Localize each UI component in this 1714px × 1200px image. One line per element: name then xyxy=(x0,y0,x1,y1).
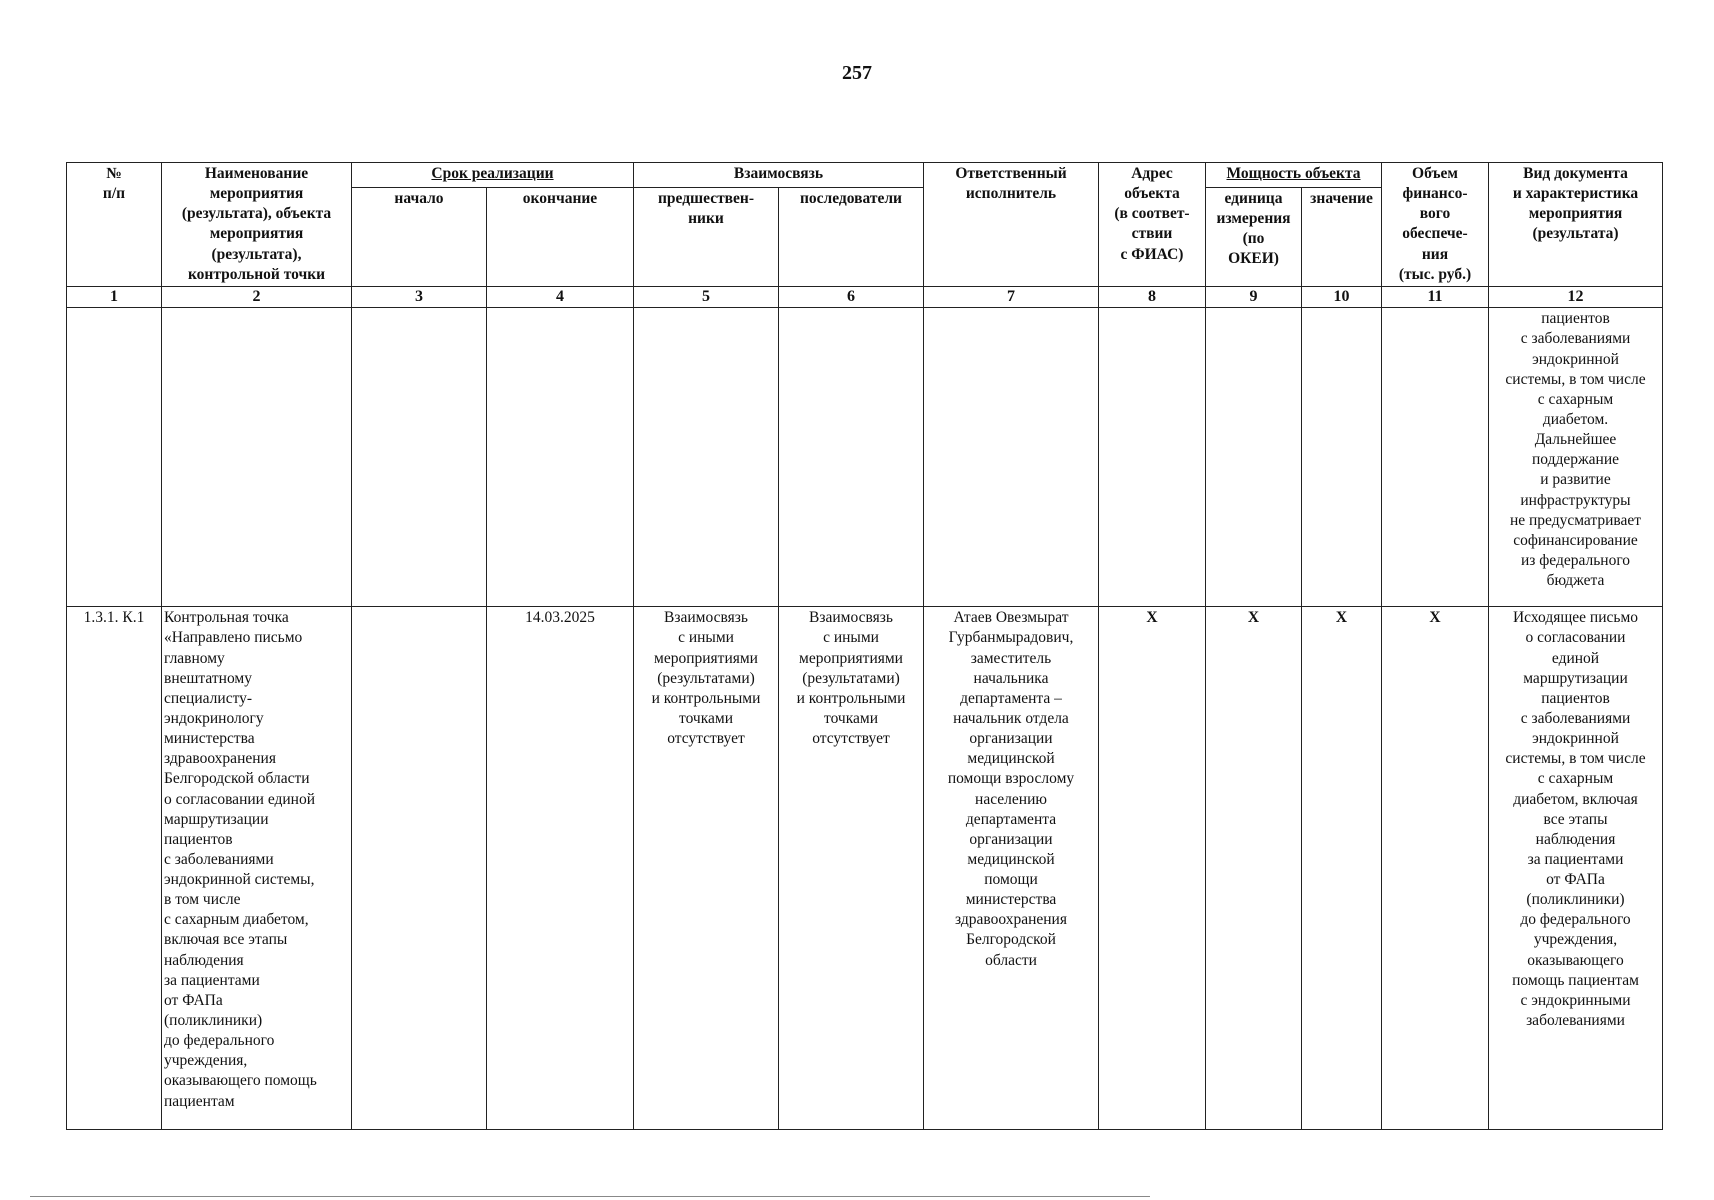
text-line: внештатному xyxy=(164,669,252,687)
text-line: (результатами) xyxy=(657,669,755,687)
text-line: обеспече- xyxy=(1402,225,1468,243)
cell-number: 1.3.1. К.1 xyxy=(67,607,162,1130)
text-line: департамента xyxy=(965,810,1057,828)
cell-start xyxy=(352,607,487,1130)
text-line: Дальнейшее xyxy=(1534,431,1617,449)
cell-empty xyxy=(779,308,924,607)
text-line: Ответственный xyxy=(955,165,1067,182)
text-line: пациентов xyxy=(1541,310,1610,328)
text-line: Наименование xyxy=(204,165,309,182)
text-line: в том числе xyxy=(164,891,241,909)
cell-responsible xyxy=(924,607,1099,1130)
header-col-number xyxy=(67,163,162,287)
text-line: эндокринной xyxy=(1532,730,1619,748)
text-line: организации xyxy=(969,730,1053,748)
text-line: измерения xyxy=(1216,209,1291,227)
text-line: (в соответ- xyxy=(1114,205,1190,223)
text-line: «Направлено письмо xyxy=(164,629,303,647)
text-line: (результатами) xyxy=(802,669,900,687)
bottom-rule xyxy=(30,1196,1150,1197)
text-line: населению xyxy=(975,790,1047,808)
text-line: поддержание xyxy=(1531,451,1620,469)
cell-empty xyxy=(487,308,634,607)
plan-table xyxy=(66,162,1663,1130)
text-line: с ФИАС) xyxy=(1120,245,1184,263)
text-line: вого xyxy=(1419,205,1451,223)
text-line: министерства xyxy=(965,891,1057,909)
text-line: медицинской xyxy=(967,750,1055,768)
text-line: диабетом, включая xyxy=(1513,790,1638,808)
text-line: и характеристика xyxy=(1512,185,1639,203)
cell-address: X xyxy=(1099,607,1206,1130)
text-line: за пациентами xyxy=(1527,850,1624,868)
header-col-successors: последователи xyxy=(779,187,924,286)
column-number: 12 xyxy=(1489,286,1663,307)
text-line: заместитель xyxy=(970,649,1052,667)
text-line: от ФАПа xyxy=(164,991,223,1009)
text-line: главному xyxy=(164,649,225,667)
text-line: № xyxy=(106,165,122,182)
text-line: Исходящее письмо xyxy=(1512,609,1638,627)
text-line: здравоохранения xyxy=(955,911,1067,929)
header-col-predecessors xyxy=(634,187,779,286)
column-number: 4 xyxy=(487,286,634,307)
text-line: оказывающего помощь xyxy=(164,1072,317,1090)
column-number: 10 xyxy=(1302,286,1382,307)
text-line: департамента – xyxy=(960,689,1062,707)
text-line: области xyxy=(985,951,1037,969)
cell-name xyxy=(162,607,352,1130)
cell-finance: X xyxy=(1382,607,1489,1130)
cell-empty xyxy=(634,308,779,607)
cell-document-continuation xyxy=(1489,308,1663,607)
text-line: здравоохранения xyxy=(164,750,276,768)
header-col-unit xyxy=(1206,187,1302,286)
text-line: медицинской xyxy=(967,850,1055,868)
text-line: ствии xyxy=(1131,225,1173,243)
text-line: с эндокринными xyxy=(1520,991,1631,1009)
text-line: маршрутизации xyxy=(164,810,269,828)
text-line: учреждения, xyxy=(164,1052,248,1070)
text-line: помощь пациентам xyxy=(1512,971,1639,989)
header-col-responsible xyxy=(924,163,1099,287)
text-line: мероприятия xyxy=(209,185,304,203)
text-line: о согласовании единой xyxy=(164,790,316,808)
cell-empty xyxy=(1302,308,1382,607)
text-line: точками xyxy=(824,709,878,727)
text-line: с заболеваниями xyxy=(1520,709,1631,727)
cell-empty xyxy=(1382,308,1489,607)
text-line: диабетом. xyxy=(1542,410,1609,428)
cell-empty xyxy=(924,308,1099,607)
text-line: исполнитель xyxy=(965,185,1057,203)
column-number: 11 xyxy=(1382,286,1489,307)
text-line: мероприятиями xyxy=(654,649,758,667)
text-line: точками xyxy=(679,709,733,727)
text-line: (тыс. руб.) xyxy=(1398,265,1472,283)
text-line: (результата) xyxy=(1532,225,1619,243)
text-line: специалисту- xyxy=(164,689,253,707)
text-line: бюджета xyxy=(1546,572,1605,590)
text-line: пациентов xyxy=(1541,689,1610,707)
text-line: Гурбанмырадович, xyxy=(948,629,1074,647)
text-line: с сахарным диабетом, xyxy=(164,911,309,929)
text-line: министерства xyxy=(164,730,255,748)
cell-predecessors xyxy=(634,607,779,1130)
text-line: организации xyxy=(969,830,1053,848)
text-line: Взаимосвязь xyxy=(809,609,893,627)
text-line: и развитие xyxy=(1540,471,1611,489)
text-line: Белгородской xyxy=(966,931,1056,949)
text-line: с заболеваниями xyxy=(1520,330,1631,348)
text-line: эндокринной системы, xyxy=(164,871,315,889)
text-line: с сахарным xyxy=(1537,770,1614,788)
header-col-start: начало xyxy=(352,187,487,286)
text-line: мероприятия xyxy=(1528,205,1623,223)
text-line: все этапы xyxy=(1543,810,1608,828)
text-line: системы, в том числе xyxy=(1505,750,1646,768)
table-row-k1 xyxy=(67,607,1663,1130)
text-line: (поликлиники) xyxy=(164,1012,263,1030)
text-line: начальника xyxy=(973,669,1049,687)
text-line: до федерального xyxy=(164,1032,275,1050)
header-group-term: Срок реализации xyxy=(352,163,634,188)
text-line: пациентов xyxy=(164,830,233,848)
text-line: наблюдения xyxy=(164,951,244,969)
text-line: учреждения, xyxy=(1533,931,1618,949)
text-line: Контрольная точка xyxy=(164,609,289,627)
cell-successors xyxy=(779,607,924,1130)
column-number: 9 xyxy=(1206,286,1302,307)
header-col-document xyxy=(1489,163,1663,287)
text-line: с заболеваниями xyxy=(164,850,274,868)
header-col-finance xyxy=(1382,163,1489,287)
header-col-end: окончание xyxy=(487,187,634,286)
text-line: ния xyxy=(1421,245,1449,263)
text-line: помощи xyxy=(984,871,1038,889)
text-line: маршрутизации xyxy=(1523,669,1628,687)
text-line: о согласовании xyxy=(1525,629,1626,647)
text-line: софинансирование xyxy=(1513,531,1638,549)
cell-empty xyxy=(67,308,162,607)
text-line: отсутствует xyxy=(667,730,745,748)
text-line: предшествен- xyxy=(657,189,755,207)
header-group-link: Взаимосвязь xyxy=(634,163,924,188)
text-line: ники xyxy=(688,209,724,227)
text-line: мероприятия xyxy=(209,225,304,243)
text-line: Атаев Овезмырат xyxy=(953,609,1069,627)
text-line: от ФАПа xyxy=(1546,871,1605,889)
text-line: Белгородской области xyxy=(164,770,310,788)
column-number: 1 xyxy=(67,286,162,307)
text-line: пациентам xyxy=(164,1092,235,1110)
text-line: ОКЕИ) xyxy=(1228,250,1279,268)
text-line: инфраструктуры xyxy=(1520,491,1631,509)
text-line: эндокринной xyxy=(1532,350,1619,368)
cell-unit: X xyxy=(1206,607,1302,1130)
header-group-capacity: Мощность объекта xyxy=(1206,163,1382,188)
text-line: начальник отдела xyxy=(953,709,1069,727)
cell-end: 14.03.2025 xyxy=(487,607,634,1130)
column-number: 7 xyxy=(924,286,1099,307)
text-line: не предусматривает xyxy=(1509,511,1642,529)
text-line: из федерального xyxy=(1520,551,1631,569)
text-line: оказывающего xyxy=(1527,951,1624,969)
text-line: и контрольными xyxy=(651,689,761,707)
column-number: 3 xyxy=(352,286,487,307)
cell-empty xyxy=(162,308,352,607)
text-line: единой xyxy=(1551,649,1600,667)
text-line: (поликлиники) xyxy=(1526,891,1625,909)
text-line: мероприятиями xyxy=(799,649,903,667)
column-number-row xyxy=(67,286,1663,307)
cell-value: X xyxy=(1302,607,1382,1130)
text-line: (результата), xyxy=(211,245,302,263)
text-line: до федерального xyxy=(1520,911,1631,929)
text-line: заболеваниями xyxy=(1526,1012,1625,1030)
cell-empty xyxy=(1206,308,1302,607)
text-line: наблюдения xyxy=(1535,830,1616,848)
text-line: помощи взрослому xyxy=(947,770,1075,788)
header-col-address xyxy=(1099,163,1206,287)
text-line: (по xyxy=(1242,230,1265,248)
text-line: Объем xyxy=(1412,165,1458,182)
header-col-name xyxy=(162,163,352,287)
text-line: отсутствует xyxy=(812,730,890,748)
column-number: 6 xyxy=(779,286,924,307)
text-line: с иными xyxy=(678,629,734,647)
text-line: объекта xyxy=(1124,185,1180,203)
text-line: с иными xyxy=(823,629,879,647)
text-line: включая все этапы xyxy=(164,931,288,949)
text-line: системы, в том числе xyxy=(1505,370,1646,388)
text-line: Вид документа xyxy=(1523,165,1628,182)
cell-document xyxy=(1489,607,1663,1130)
text-line: п/п xyxy=(102,185,126,203)
text-line: за пациентами xyxy=(164,971,260,989)
cell-empty xyxy=(352,308,487,607)
text-line: единица xyxy=(1224,189,1283,207)
page-number: 257 xyxy=(842,62,872,84)
text-line: эндокринологу xyxy=(164,709,264,727)
column-number: 2 xyxy=(162,286,352,307)
text-line: Адрес xyxy=(1131,165,1173,182)
text-line: финансо- xyxy=(1402,185,1468,203)
cell-empty xyxy=(1099,308,1206,607)
column-number: 5 xyxy=(634,286,779,307)
text-line: Взаимосвязь xyxy=(664,609,748,627)
header-row-1 xyxy=(67,163,1663,188)
text-line: контрольной точки xyxy=(187,265,326,283)
header-col-value: значение xyxy=(1302,187,1382,286)
text-line: и контрольными xyxy=(796,689,906,707)
text-line: (результата), объекта xyxy=(181,205,332,223)
table-row-continuation xyxy=(67,308,1663,607)
text-line: с сахарным xyxy=(1537,390,1614,408)
column-number: 8 xyxy=(1099,286,1206,307)
